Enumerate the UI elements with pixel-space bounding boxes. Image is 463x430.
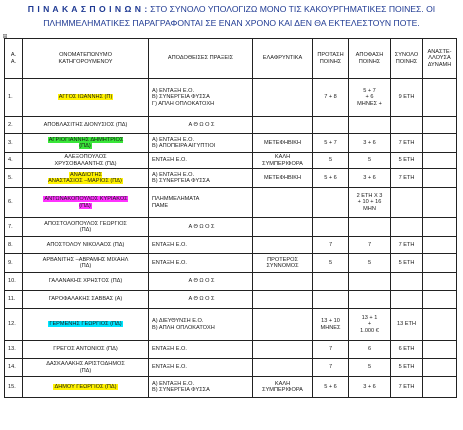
row-proposal-text: 7 <box>328 346 333 353</box>
row-defendant-name <box>23 218 149 237</box>
row-suspended <box>423 291 457 309</box>
row-defendant-name-text: ΑΠΟΒΛΑΣΙΤΗΣ ΔΙΟΝΥΣΙΟΣ (ΠΔ) <box>43 121 128 128</box>
row-total-text: 7 ΕΤΗ <box>398 139 415 146</box>
row-defendant-name-text: ΓΑΡΟΦΑΛΑΚΗΣ ΣΑΒΒΑΣ (Α) <box>48 296 123 303</box>
row-proposal-text: 5 + 6 <box>324 174 337 181</box>
table-row <box>5 153 457 169</box>
row-number <box>5 134 23 153</box>
row-mitigating <box>253 291 313 309</box>
table-row <box>5 169 457 188</box>
row-total <box>391 218 423 237</box>
table-row <box>5 188 457 218</box>
row-proposal-text: 7 + 8 <box>324 94 337 101</box>
row-acts <box>149 153 253 169</box>
row-acts <box>149 377 253 398</box>
row-decision <box>349 377 391 398</box>
row-acts <box>149 359 253 377</box>
row-acts-text: ΕΝΤΑΞΗ Ε.Ο. <box>152 241 187 248</box>
row-proposal <box>313 134 349 153</box>
row-suspended <box>423 254 457 273</box>
row-mitigating <box>253 218 313 237</box>
row-number-text: 13. <box>8 346 16 353</box>
row-total-text: 5 ΕΤΗ <box>398 157 415 164</box>
row-mitigating <box>253 237 313 254</box>
row-number <box>5 273 23 291</box>
row-decision <box>349 153 391 169</box>
row-mitigating <box>253 309 313 341</box>
row-number-text: 12. <box>8 321 16 328</box>
row-defendant-name-text: ΑΛΕΞΟΠΟΥΛΟΣ ΧΡΥΣΟΒΑΛΑΝΤΗΣ (ΠΔ) <box>54 154 117 167</box>
row-suspended <box>423 153 457 169</box>
table-row <box>5 237 457 254</box>
row-decision <box>349 291 391 309</box>
table-row <box>5 79 457 117</box>
row-decision-text: 6 <box>367 346 372 353</box>
row-decision <box>349 79 391 117</box>
row-acts <box>149 309 253 341</box>
header-acts: ΑΠΟΔΟΘΕΙΣΕΣ ΠΡΑΞΕΙΣ <box>149 39 253 79</box>
table-row <box>5 341 457 359</box>
row-suspended <box>423 134 457 153</box>
row-mitigating <box>253 254 313 273</box>
row-defendant-name-text: ΑΠΟΣΤΟΛΟΠΟΥΛΟΣ ΓΕΩΡΓΙΟΣ (ΠΔ) <box>44 220 127 233</box>
table-row <box>5 377 457 398</box>
sentences-table <box>4 38 457 398</box>
row-suspended <box>423 79 457 117</box>
row-proposal-text: 5 <box>328 157 333 164</box>
row-mitigating <box>253 153 313 169</box>
row-number <box>5 79 23 117</box>
row-decision <box>349 188 391 218</box>
row-number-text: 15. <box>8 383 16 390</box>
row-number-text: 2. <box>8 121 13 128</box>
row-total <box>391 117 423 134</box>
row-acts-text: ΕΝΤΑΞΗ Ε.Ο. <box>152 346 187 353</box>
row-decision-text: 5 <box>367 259 372 266</box>
row-mitigating <box>253 341 313 359</box>
row-number <box>5 188 23 218</box>
row-total <box>391 377 423 398</box>
row-acts-text: Α Θ Ω Ο Σ <box>188 278 215 285</box>
header-decision: ΑΠΟΦΑΣΗ ΠΟΙΝΗΣ <box>349 39 391 79</box>
row-number <box>5 117 23 134</box>
row-proposal <box>313 79 349 117</box>
row-mitigating <box>253 377 313 398</box>
row-proposal <box>313 188 349 218</box>
row-decision-text: 5 + 7 + 6 ΜΗΝΕΣ + <box>357 87 382 107</box>
table-row <box>5 291 457 309</box>
row-defendant-name-text: ΑΓΡΙΟΓΙΑΝΝΗΣ ΔΗΜΗΤΡΙΟΣ (ΠΔ) <box>48 136 124 149</box>
row-decision-text: 3 + 6 <box>363 383 376 390</box>
row-number <box>5 377 23 398</box>
row-mitigating-text: ΜΕΤΕΦΗΒΙΚΗ <box>263 139 302 146</box>
row-defendant-name <box>23 377 149 398</box>
row-mitigating <box>253 273 313 291</box>
row-suspended <box>423 218 457 237</box>
row-number <box>5 218 23 237</box>
row-number-text: 7. <box>8 223 13 230</box>
row-suspended <box>423 169 457 188</box>
row-total <box>391 153 423 169</box>
row-mitigating-text: ΚΑΛΗ ΣΥΜΠΕΡΙΦΟΡΑ <box>262 154 303 167</box>
title-rest: ΣΤΟ ΣΥΝΟΛΟ ΥΠΟΛΟΓΙΖΩ ΜΟΝΟ ΤΙΣ ΚΑΚΟΥΡΓΗΜΑΤΙΚΕΣ ΠΟΙΝΕΣ. ΟΙ <box>147 4 436 14</box>
row-defendant-name-text: ΑΡΒΑΝΙΤΗΣ –ΑΒΡΑΜΗΣ ΜΙΧΑΗΛ (ΠΔ) <box>42 256 129 269</box>
row-number-text: 14. <box>8 364 16 371</box>
row-defendant-name <box>23 237 149 254</box>
row-acts <box>149 254 253 273</box>
row-acts <box>149 79 253 117</box>
row-decision <box>349 169 391 188</box>
row-proposal <box>313 169 349 188</box>
row-total <box>391 341 423 359</box>
row-decision <box>349 237 391 254</box>
row-suspended <box>423 237 457 254</box>
row-number <box>5 341 23 359</box>
row-acts-text: Α) ΕΝΤΑΞΗ Ε.Ο. Β) ΣΥΝΕΡΓΕΙΑ ΦΥΣΣΑ <box>152 171 210 184</box>
row-proposal <box>313 341 349 359</box>
row-defendant-name <box>23 134 149 153</box>
title-lead: Π Ι Ν Α Κ Α Σ Π Ο Ι Ν Ω Ν : <box>27 4 148 14</box>
row-mitigating-text: ΜΕΤΕΦΗΒΙΚΗ <box>263 174 302 181</box>
row-number <box>5 309 23 341</box>
row-acts <box>149 188 253 218</box>
row-total <box>391 273 423 291</box>
row-mitigating-text: ΚΑΛΗ ΣΥΜΠΕΡΙΦΟΡΑ <box>262 380 303 393</box>
row-total-text: 9 ΕΤΗ <box>398 94 415 101</box>
row-defendant-name <box>23 291 149 309</box>
row-acts <box>149 273 253 291</box>
table-move-handle-icon[interactable]: ⊞ <box>2 34 8 40</box>
row-mitigating-text: ΠΡΟΤΕΡΟΣ ΣΥΝΝΟΜΟΣ <box>266 256 299 269</box>
row-acts-text: Α Θ Ω Ο Σ <box>188 223 215 230</box>
row-acts-text: Α) ΕΝΤΑΞΗ Ε.Ο. Β) ΣΥΝΕΡΓΕΙΑ ΦΥΣΣΑ Γ) ΑΠΛΗ ΟΠΛΟΚΑΤΟΧΗ <box>152 87 215 107</box>
row-acts-text: Α) ΕΝΤΑΞΗ Ε.Ο. Β) ΑΠΟΠΕΙΡΑ ΑΙΓΥΠΤΙΟΙ <box>152 136 216 149</box>
row-total <box>391 291 423 309</box>
row-number <box>5 237 23 254</box>
row-total <box>391 188 423 218</box>
row-number <box>5 359 23 377</box>
header-suspended: ΑΝΑΣΤΕ- ΛΛΟΥΣΑ ΔΥΝΑΜΗ <box>423 39 457 79</box>
table-row <box>5 117 457 134</box>
row-decision <box>349 309 391 341</box>
row-defendant-name-text: ΓΡΕΓΟΣ ΑΝΤΩΝΙΟΣ (ΠΔ) <box>53 346 118 353</box>
row-defendant-name <box>23 273 149 291</box>
row-proposal-text: 5 <box>328 259 333 266</box>
row-decision-text: 3 + 6 <box>363 174 376 181</box>
row-defendant-name-text: ΑΝΤΩΝΑΚΟΠΟΥΛΟΣ ΚΥΡΙΑΚΟΣ (ΠΔ) <box>44 196 128 209</box>
row-number-text: 3. <box>8 139 13 146</box>
row-acts-text: Α) ΔΙΕΥΘΥΝΣΗ Ε.Ο. Β) ΑΠΛΗ ΟΠΛΟΚΑΤΟΧΗ <box>152 318 215 331</box>
row-acts-text: ΕΝΤΑΞΗ Ε.Ο. <box>152 259 187 266</box>
row-acts-text: ΕΝΤΑΞΗ Ε.Ο. <box>152 157 187 164</box>
row-decision-text: 2 ΕΤΗ Χ 3 + 10 + 16 ΜΗΝ <box>356 192 383 212</box>
row-acts-text: ΕΝΤΑΞΗ Ε.Ο. <box>152 364 187 371</box>
row-proposal <box>313 218 349 237</box>
row-mitigating <box>253 169 313 188</box>
row-number <box>5 291 23 309</box>
row-acts-text: Α) ΕΝΤΑΞΗ Ε.Ο. Β) ΣΥΝΕΡΓΕΙΑ ΦΥΣΣΑ <box>152 380 210 393</box>
row-defendant-name <box>23 117 149 134</box>
row-decision <box>349 254 391 273</box>
row-mitigating <box>253 79 313 117</box>
row-mitigating <box>253 359 313 377</box>
row-acts <box>149 117 253 134</box>
document-title <box>0 2 463 30</box>
row-decision-text: 3 + 6 <box>363 139 376 146</box>
row-defendant-name <box>23 169 149 188</box>
table-row <box>5 273 457 291</box>
row-acts-text: Α Θ Ω Ο Σ <box>188 296 215 303</box>
row-mitigating <box>253 134 313 153</box>
row-acts <box>149 237 253 254</box>
row-suspended <box>423 117 457 134</box>
row-defendant-name-text: ΔΑΣΚΑΛΑΚΗΣ ΑΡΙΣΤΟΔΗΜΟΣ (ΠΔ) <box>46 361 125 374</box>
row-acts <box>149 218 253 237</box>
row-defendant-name <box>23 254 149 273</box>
row-number-text: 1. <box>8 94 13 101</box>
row-suspended <box>423 273 457 291</box>
table-row <box>5 309 457 341</box>
row-number-text: 5. <box>8 174 13 181</box>
row-defendant-name <box>23 309 149 341</box>
row-acts <box>149 341 253 359</box>
table-row <box>5 359 457 377</box>
row-suspended <box>423 359 457 377</box>
row-total <box>391 309 423 341</box>
row-total <box>391 237 423 254</box>
row-defendant-name <box>23 359 149 377</box>
row-defendant-name-text: ΓΑΛΑΝΑΚΗΣ ΧΡΗΣΤΟΣ (ΠΔ) <box>48 278 123 285</box>
row-number-text: 8. <box>8 241 13 248</box>
row-proposal-text: 7 <box>328 364 333 371</box>
row-suspended <box>423 188 457 218</box>
row-total-text: 7 ΕΤΗ <box>398 241 415 248</box>
table-row <box>5 218 457 237</box>
row-decision <box>349 341 391 359</box>
row-decision <box>349 273 391 291</box>
row-defendant-name <box>23 188 149 218</box>
row-mitigating <box>253 117 313 134</box>
row-number-text: 11. <box>8 296 16 303</box>
row-decision <box>349 134 391 153</box>
row-proposal-text: 5 + 6 <box>324 383 337 390</box>
row-total-text: 13 ΕΤΗ <box>397 321 416 328</box>
row-proposal <box>313 273 349 291</box>
row-total-text: 7 ΕΤΗ <box>398 383 415 390</box>
row-defendant-name <box>23 153 149 169</box>
row-defendant-name <box>23 341 149 359</box>
row-defendant-name-text: ΑΠΟΣΤΟΛΟΥ ΝΙΚΟΛΑΟΣ (ΠΔ) <box>46 241 125 248</box>
row-number-text: 6. <box>8 199 13 206</box>
row-total <box>391 134 423 153</box>
row-suspended <box>423 341 457 359</box>
row-total-text: 6 ΕΤΗ <box>398 346 415 353</box>
row-decision <box>349 359 391 377</box>
table-row <box>5 134 457 153</box>
row-total-text: 5 ΕΤΗ <box>398 259 415 266</box>
row-proposal <box>313 237 349 254</box>
row-decision-text: 7 <box>367 241 372 248</box>
header-total: ΣΥΝΟΛΟ ΠΟΙΝΗΣ <box>391 39 423 79</box>
table-row <box>5 254 457 273</box>
row-acts <box>149 134 253 153</box>
row-total-text: 7 ΕΤΗ <box>398 174 415 181</box>
row-proposal <box>313 359 349 377</box>
header-name: ΟΝΟΜΑΤΕΠΩΝΥΜΟ ΚΑΤΗΓΟΡΟΥΜΕΝΟΥ <box>23 39 149 79</box>
row-decision <box>349 117 391 134</box>
row-decision-text: 5 <box>367 157 372 164</box>
row-number <box>5 153 23 169</box>
header-mitigating: ΕΛΑΦΡΥΝΤΙΚΑ <box>253 39 313 79</box>
row-suspended <box>423 309 457 341</box>
row-decision <box>349 218 391 237</box>
row-decision-text: 13 + 1 + 1.000 € <box>360 314 379 334</box>
header-num: Α. Α. <box>5 39 23 79</box>
row-number-text: 9. <box>8 259 13 266</box>
row-mitigating <box>253 188 313 218</box>
row-number-text: 4. <box>8 157 13 164</box>
row-defendant-name <box>23 79 149 117</box>
row-number <box>5 169 23 188</box>
row-total-text: 5 ΕΤΗ <box>398 364 415 371</box>
row-suspended <box>423 377 457 398</box>
row-defendant-name-text: ΑΝΑΔΙΩΤΗΣ ΑΝΑΣΤΑΣΙΟΣ –ΜΑΡΙΟΣ (ΠΔ) <box>48 171 122 184</box>
row-defendant-name-text: ΑΓΓΟΣ ΙΩΑΝΝΗΣ (Π) <box>58 94 113 101</box>
row-proposal <box>313 291 349 309</box>
row-proposal-text: 7 <box>328 241 333 248</box>
row-proposal <box>313 377 349 398</box>
row-acts-text: Α Θ Ω Ο Σ <box>188 121 215 128</box>
row-proposal <box>313 254 349 273</box>
row-acts-text: ΠΛΗΜΜΕΛΗΜΑΤΑ ΠΑΜΕ <box>152 196 200 209</box>
row-total <box>391 79 423 117</box>
row-decision-text: 5 <box>367 364 372 371</box>
row-acts <box>149 169 253 188</box>
row-proposal <box>313 117 349 134</box>
row-defendant-name-text: ΔΗΜΟΥ ΓΕΩΡΓΙΟΣ (ΠΔ) <box>54 383 117 390</box>
row-defendant-name-text: ΓΕΡΜΕΝΗΣ ΓΕΩΡΓΙΟΣ (ΠΔ) <box>49 321 122 328</box>
row-number-text: 10. <box>8 278 16 285</box>
row-proposal <box>313 309 349 341</box>
row-total <box>391 254 423 273</box>
header-proposal: ΠΡΟΤΑΣΗ ΠΟΙΝΗΣ <box>313 39 349 79</box>
table-header-row <box>5 39 457 79</box>
title-line-2: ΠΛΗΜΜΕΛΗΜΑΤΙΚΕΣ ΠΑΡΑΓΡΑΦΟΝΤΑΙ ΣΕ ΕΝΑΝ ΧΡΟΝΟ ΚΑΙ ΔΕΝ ΘΑ ΕΚΤΕΛΕΣΤΟΥΝ ΠΟΤΕ. <box>43 18 420 28</box>
row-proposal <box>313 153 349 169</box>
row-acts <box>149 291 253 309</box>
row-total <box>391 359 423 377</box>
row-proposal-text: 5 + 7 <box>324 139 337 146</box>
row-total <box>391 169 423 188</box>
row-proposal-text: 13 + 10 ΜΗΝΕΣ <box>320 318 341 331</box>
row-number <box>5 254 23 273</box>
